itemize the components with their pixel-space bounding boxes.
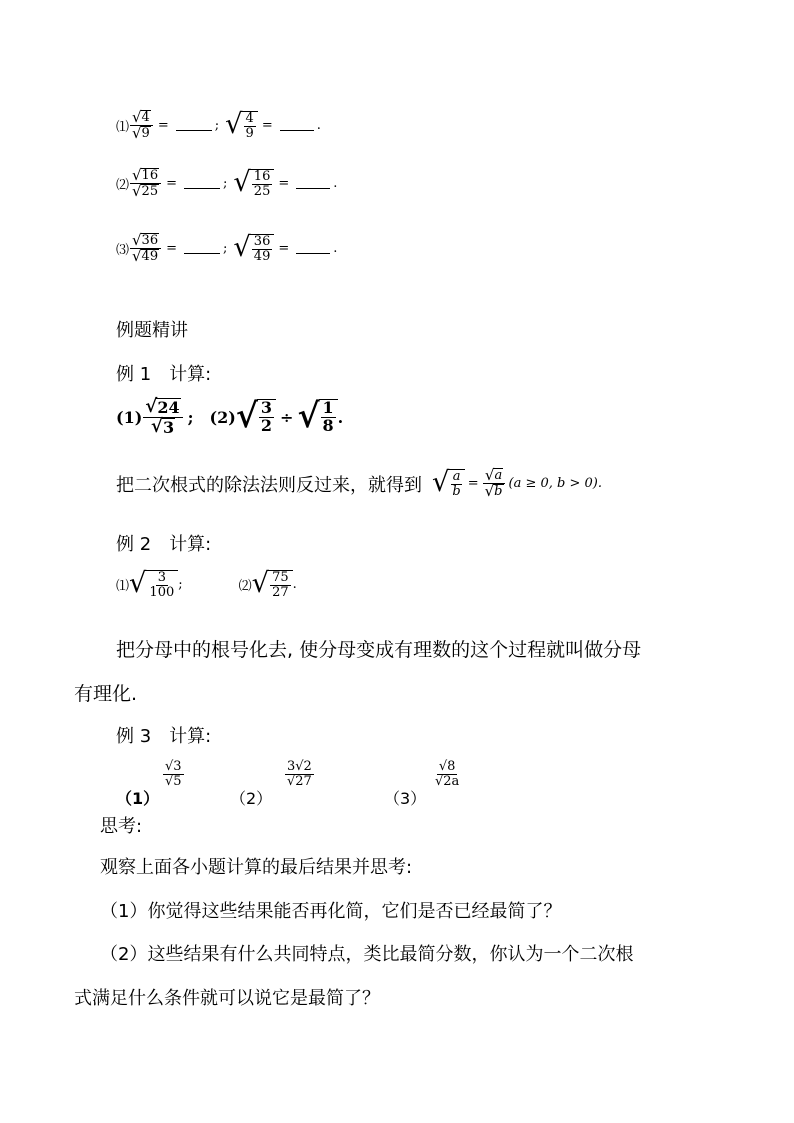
example1-part2-label: (2)	[209, 407, 236, 427]
answer-blank-2[interactable]	[280, 120, 314, 131]
rule-text: 把二次根式的除法法则反过来，就得到	[116, 474, 422, 496]
rationalize-text-1: 把分母中的根号化去, 使分母变成有理数的这个过程就叫做分母	[116, 639, 642, 661]
exercise-label: ⑵	[116, 178, 130, 194]
think-heading: 思考:	[100, 816, 143, 837]
example3-fraction: $\frac{3√2}{√27}$	[287, 759, 312, 789]
exercise-fraction-of-roots: √ 4 √ 9	[130, 110, 153, 142]
examples-heading: 例题精讲	[116, 320, 188, 341]
divide-sign: ÷	[280, 407, 294, 427]
example2-problems: ⑴ √ $\frac{3}{100}$ ; ⑵ √ $\frac{75}{27}$ .	[116, 568, 297, 600]
exercise-fraction-of-roots: √ 36 √ 49	[130, 233, 161, 265]
rule-condition: (a ≥ 0, b > 0).	[508, 476, 602, 492]
example2-part2: √ $\frac{75}{27}$	[252, 570, 293, 599]
exercise-root-of-fraction: √ $\frac{16}{25}$	[233, 169, 274, 198]
example2-part1: √ $\frac{3}{100}$	[129, 570, 178, 599]
answer-blank-1[interactable]	[184, 243, 220, 254]
example3-label: （3）	[384, 789, 427, 808]
example2-part2-label: ⑵	[238, 579, 252, 595]
question-1: （1）你觉得这些结果能否再化简，它们是否已经最简了？	[100, 901, 562, 922]
exercise-label: ⑶	[116, 243, 130, 259]
example1-part1-fraction: √ 24 √ 3	[143, 398, 182, 436]
example2-part1-label: ⑴	[116, 579, 130, 595]
question-2-line-1: （2）这些结果有什么共同特点，类比最简分数，你认为一个二次根	[100, 944, 634, 965]
example3-label: （2）	[230, 789, 273, 808]
example3-title: 例 3 计算:	[116, 726, 212, 747]
exercise-root-of-fraction: √ $\frac{36}{49}$	[233, 234, 274, 263]
answer-blank-2[interactable]	[296, 243, 330, 254]
exercise-row: ⑴ √ 4 √ 9 = ; √ $\frac{4}{9}$ = .	[116, 108, 321, 143]
example3-fraction: $\frac{√8}{√2a}$	[435, 759, 460, 789]
exercise-row: ⑵ √ 16 √ 25 = ; √ $\frac{16}{25}$ = .	[116, 166, 338, 201]
example1-title: 例 1 计算:	[116, 364, 212, 385]
answer-blank-1[interactable]	[184, 178, 220, 189]
example1-problems	[116, 395, 344, 437]
exercise-fraction-of-roots: √ 16 √ 25	[130, 168, 161, 200]
answer-blank-1[interactable]	[176, 120, 212, 131]
rule-line	[116, 468, 602, 500]
example1-period: .	[337, 407, 344, 427]
question-2-line-2: 式满足什么条件就可以说它是最简了？	[74, 988, 380, 1009]
answer-blank-2[interactable]	[296, 178, 330, 189]
example1-semicolon: ;	[187, 407, 194, 427]
observe-text: 观察上面各小题计算的最后结果并思考:	[100, 857, 413, 878]
example1-part1-label: (1)	[116, 407, 143, 427]
rule-formula: √ $\frac{a}{b}$ = √ a √ b (a ≥ 0, b > 0).	[432, 466, 602, 501]
exercise-row: ⑶ √ 36 √ 49 = ; √ $\frac{36}{49}$ = .	[116, 231, 338, 266]
example1-part2-b: √ $\frac{1}{8}$	[297, 399, 337, 435]
exercise-label: ⑴	[116, 120, 130, 136]
example3-label: （1）	[116, 789, 160, 808]
rationalize-text-2: 有理化.	[74, 683, 138, 705]
example3-fraction: $\frac{√3}{√5}$	[165, 759, 182, 789]
example1-part2-a: √ $\frac{3}{2}$	[236, 399, 276, 435]
example2-title: 例 2 计算:	[116, 534, 212, 555]
exercise-root-of-fraction: √ $\frac{4}{9}$	[225, 111, 258, 140]
